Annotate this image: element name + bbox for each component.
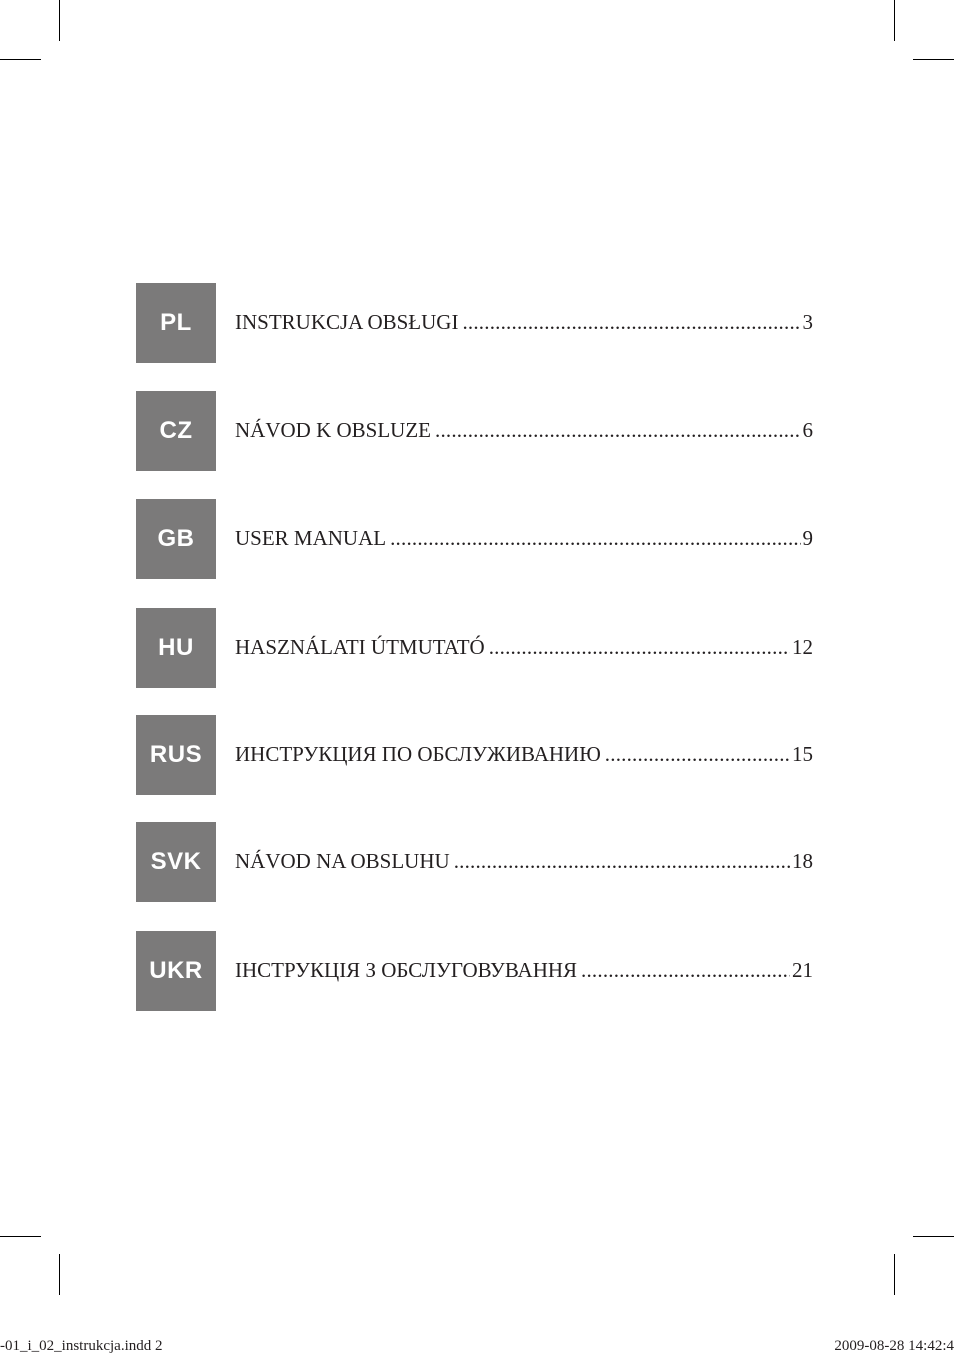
toc-entry-hu[interactable] bbox=[235, 635, 813, 660]
toc-row-ukr[interactable] bbox=[136, 931, 816, 1011]
dot-leader bbox=[454, 849, 790, 874]
toc-title: INSTRUKCJA OBSŁUGI bbox=[235, 310, 459, 334]
crop-mark-top-left-horizontal bbox=[0, 59, 41, 60]
toc-row-cz[interactable] bbox=[136, 391, 816, 471]
toc-page-number: 3 bbox=[802, 310, 813, 334]
dot-leader bbox=[390, 526, 800, 551]
toc-title: NÁVOD K OBSLUZE bbox=[235, 418, 431, 442]
toc-title: ИНСТРУКЦИЯ ПО ОБСЛУЖИВАНИЮ bbox=[235, 742, 601, 766]
toc-page-number: 12 bbox=[792, 635, 813, 659]
language-badge-gb: GB bbox=[136, 499, 216, 579]
toc-page-number: 21 bbox=[792, 958, 813, 982]
dot-leader bbox=[489, 635, 790, 660]
crop-mark-top-right-vertical bbox=[894, 0, 895, 41]
crop-mark-bottom-left-horizontal bbox=[0, 1236, 41, 1237]
crop-mark-bottom-left-vertical bbox=[59, 1254, 60, 1295]
crop-mark-top-left-vertical bbox=[59, 0, 60, 41]
dot-leader bbox=[462, 310, 800, 335]
toc-entry-svk[interactable] bbox=[235, 849, 813, 874]
toc-entry-pl[interactable] bbox=[235, 310, 813, 335]
toc-entry-cz[interactable] bbox=[235, 418, 813, 443]
dot-leader bbox=[435, 418, 801, 443]
crop-mark-top-right-horizontal bbox=[913, 59, 954, 60]
crop-mark-bottom-right-vertical bbox=[894, 1254, 895, 1295]
toc-row-svk[interactable] bbox=[136, 822, 816, 902]
toc-page-number: 15 bbox=[792, 742, 813, 766]
toc-entry-ukr[interactable] bbox=[235, 958, 813, 983]
footer-file-name: -01_i_02_instrukcja.indd 2 bbox=[0, 1338, 163, 1354]
dot-leader bbox=[581, 958, 790, 983]
language-badge-pl: PL bbox=[136, 283, 216, 363]
toc-title: ІНСТРУКЦІЯ З ОБСЛУГОВУВАННЯ bbox=[235, 958, 578, 982]
toc-page-number: 6 bbox=[802, 418, 813, 442]
toc-entry-rus[interactable] bbox=[235, 742, 813, 767]
toc-title: NÁVOD NA OBSLUHU bbox=[235, 849, 450, 873]
toc-entry-gb[interactable] bbox=[235, 526, 813, 551]
toc-page-number: 9 bbox=[802, 526, 813, 550]
toc-row-gb[interactable] bbox=[136, 499, 816, 579]
toc-row-pl[interactable] bbox=[136, 283, 816, 363]
language-badge-cz: CZ bbox=[136, 391, 216, 471]
toc-page-number: 18 bbox=[792, 849, 813, 873]
footer-datetime: 2009-08-28 14:42:4 bbox=[834, 1338, 954, 1354]
language-badge-rus: RUS bbox=[136, 715, 216, 795]
crop-mark-bottom-right-horizontal bbox=[913, 1236, 954, 1237]
toc-row-rus[interactable] bbox=[136, 715, 816, 795]
language-badge-svk: SVK bbox=[136, 822, 216, 902]
dot-leader bbox=[605, 742, 790, 767]
language-badge-hu: HU bbox=[136, 608, 216, 688]
toc-title: USER MANUAL bbox=[235, 526, 387, 550]
language-badge-ukr: UKR bbox=[136, 931, 216, 1011]
toc-row-hu[interactable] bbox=[136, 608, 816, 688]
toc-title: HASZNÁLATI ÚTMUTATÓ bbox=[235, 635, 485, 659]
